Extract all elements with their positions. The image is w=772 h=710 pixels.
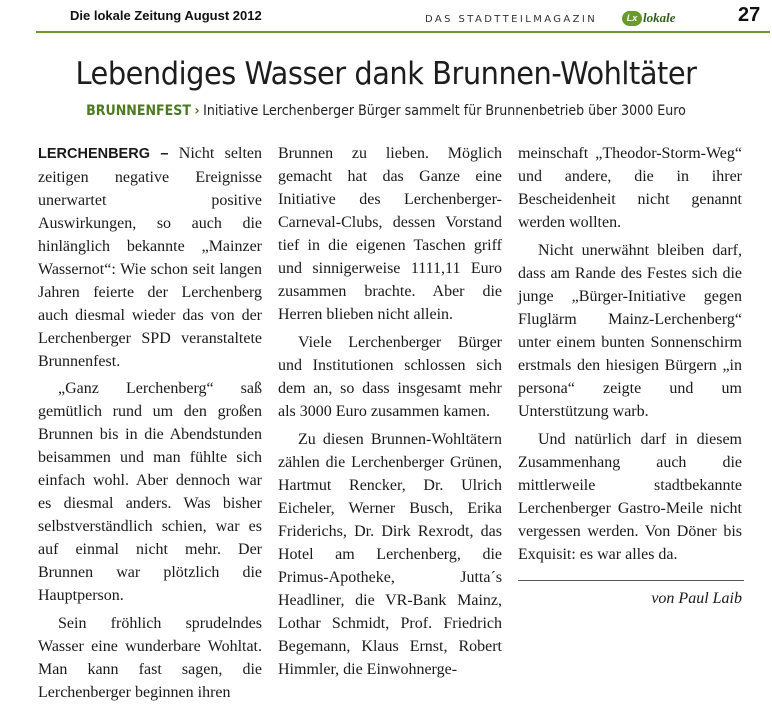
author-byline: von Paul Laib xyxy=(651,590,742,607)
paragraph: Brunnen zu lieben. Möglich gemacht hat das Ganze eine Initiative des Lerchenberger-Carneval-Clubs, dessen Vorstand tief in die eigenen Taschen griff und sinnigerweise 1111,11 Euro zusammen brachte. Aber die Herren blieben nicht allein. xyxy=(278,145,502,323)
paragraph: „Ganz Lerchenberg“ saß gemütlich rund um den großen Brunnen bis in die Abendstunden beisammen und man fühlte sich einfach wohl. Aber dennoch war es diesmal anders. Was bisher selbstverständlich schien, war es auf einmal nicht mehr. Der Brunnen war plötzlich die Hauptperson. xyxy=(38,380,262,604)
paragraph: Viele Lerchenberger Bürger und Institutionen schlossen sich dem an, so dass insgesamt mehr als 3000 Euro zusammen kamen. xyxy=(278,334,502,420)
paragraph: Zu diesen Brunnen-Wohltätern zählen die Lerchenberger Grünen, Hartmut Rencker, Dr. Ulrich Eicheler, Werner Busch, Erika Friderichs, Dr. Dirk Rexrodt, das Hotel am Lerchenberg, die Primus-Apotheke, Jutta´s Headliner, die VR-Bank Mainz, Lothar Schmidt, Prof. Friedrich Begemann, Klaus Ernst, Robert Himmler, die Einwohnerge- xyxy=(278,431,502,678)
paragraph: meinschaft „Theodor-Storm-Weg“ und andere, die in ihrer Bescheidenheit nicht genannt werden wollten. xyxy=(518,145,742,231)
magazine-label: DAS STADTTEILMAGAZIN xyxy=(425,14,598,25)
paragraph xyxy=(38,142,262,373)
page-number: 27 xyxy=(738,4,761,26)
article-subtitle: Initiative Lerchenberger Bürger sammelt für Brunnenbetrieb über 3000 Euro xyxy=(203,103,686,119)
magazine-logo xyxy=(622,10,676,26)
byline-divider xyxy=(518,580,744,581)
page-header xyxy=(0,0,772,36)
article-headline: Lebendiges Wasser dank Brunnen-Wohltäter xyxy=(75,56,697,92)
article-subline xyxy=(50,103,722,119)
kicker-separator-icon: › xyxy=(194,103,200,119)
text-column-3 xyxy=(518,142,742,610)
text-column-1 xyxy=(38,142,262,704)
article-kicker: BRUNNENFEST xyxy=(86,103,191,119)
paragraph: Sein fröhlich sprudelndes Wasser eine wunderbare Wohltat. Man kann fast sagen, die Lerchenberger beginnen ihren xyxy=(38,615,262,701)
logo-mark-icon: Lx xyxy=(622,11,642,26)
paragraph: Nicht unerwähnt bleiben darf, dass am Rande des Festes sich die junge „Bürger-Initiative gegen Fluglärm Mainz-Lerchenberg“ unter einem bunten Sonnenschirm erstmals den hiesigen Bürgern „in persona“ zeigte und um Unterstützung warb. xyxy=(518,242,742,420)
text-column-2 xyxy=(278,142,502,681)
header-divider xyxy=(36,31,770,33)
paragraph: Und natürlich darf in diesem Zusammenhang auch die mittlerweile stadtbekannte Lerchenberger Gastro-Meile nicht vergessen werden. Von Döner bis Exquisit: es war alles da. xyxy=(518,431,742,563)
issue-label: Die lokale Zeitung August 2012 xyxy=(70,8,262,23)
paragraph-text: Nicht selten zeitigen negative Ereignisse unerwartet positive Auswirkungen, so auch die hinlänglich bekannte „Mainzer Wassernot“: Wie schon seit langen Jahren feierte der Lerchenberg auch diesmal wieder das von der Lerchenberger SPD veranstaltete Brunnenfest. xyxy=(38,145,262,370)
dateline-place: LERCHENBERG – xyxy=(38,146,169,162)
logo-word: lokale xyxy=(643,10,676,25)
